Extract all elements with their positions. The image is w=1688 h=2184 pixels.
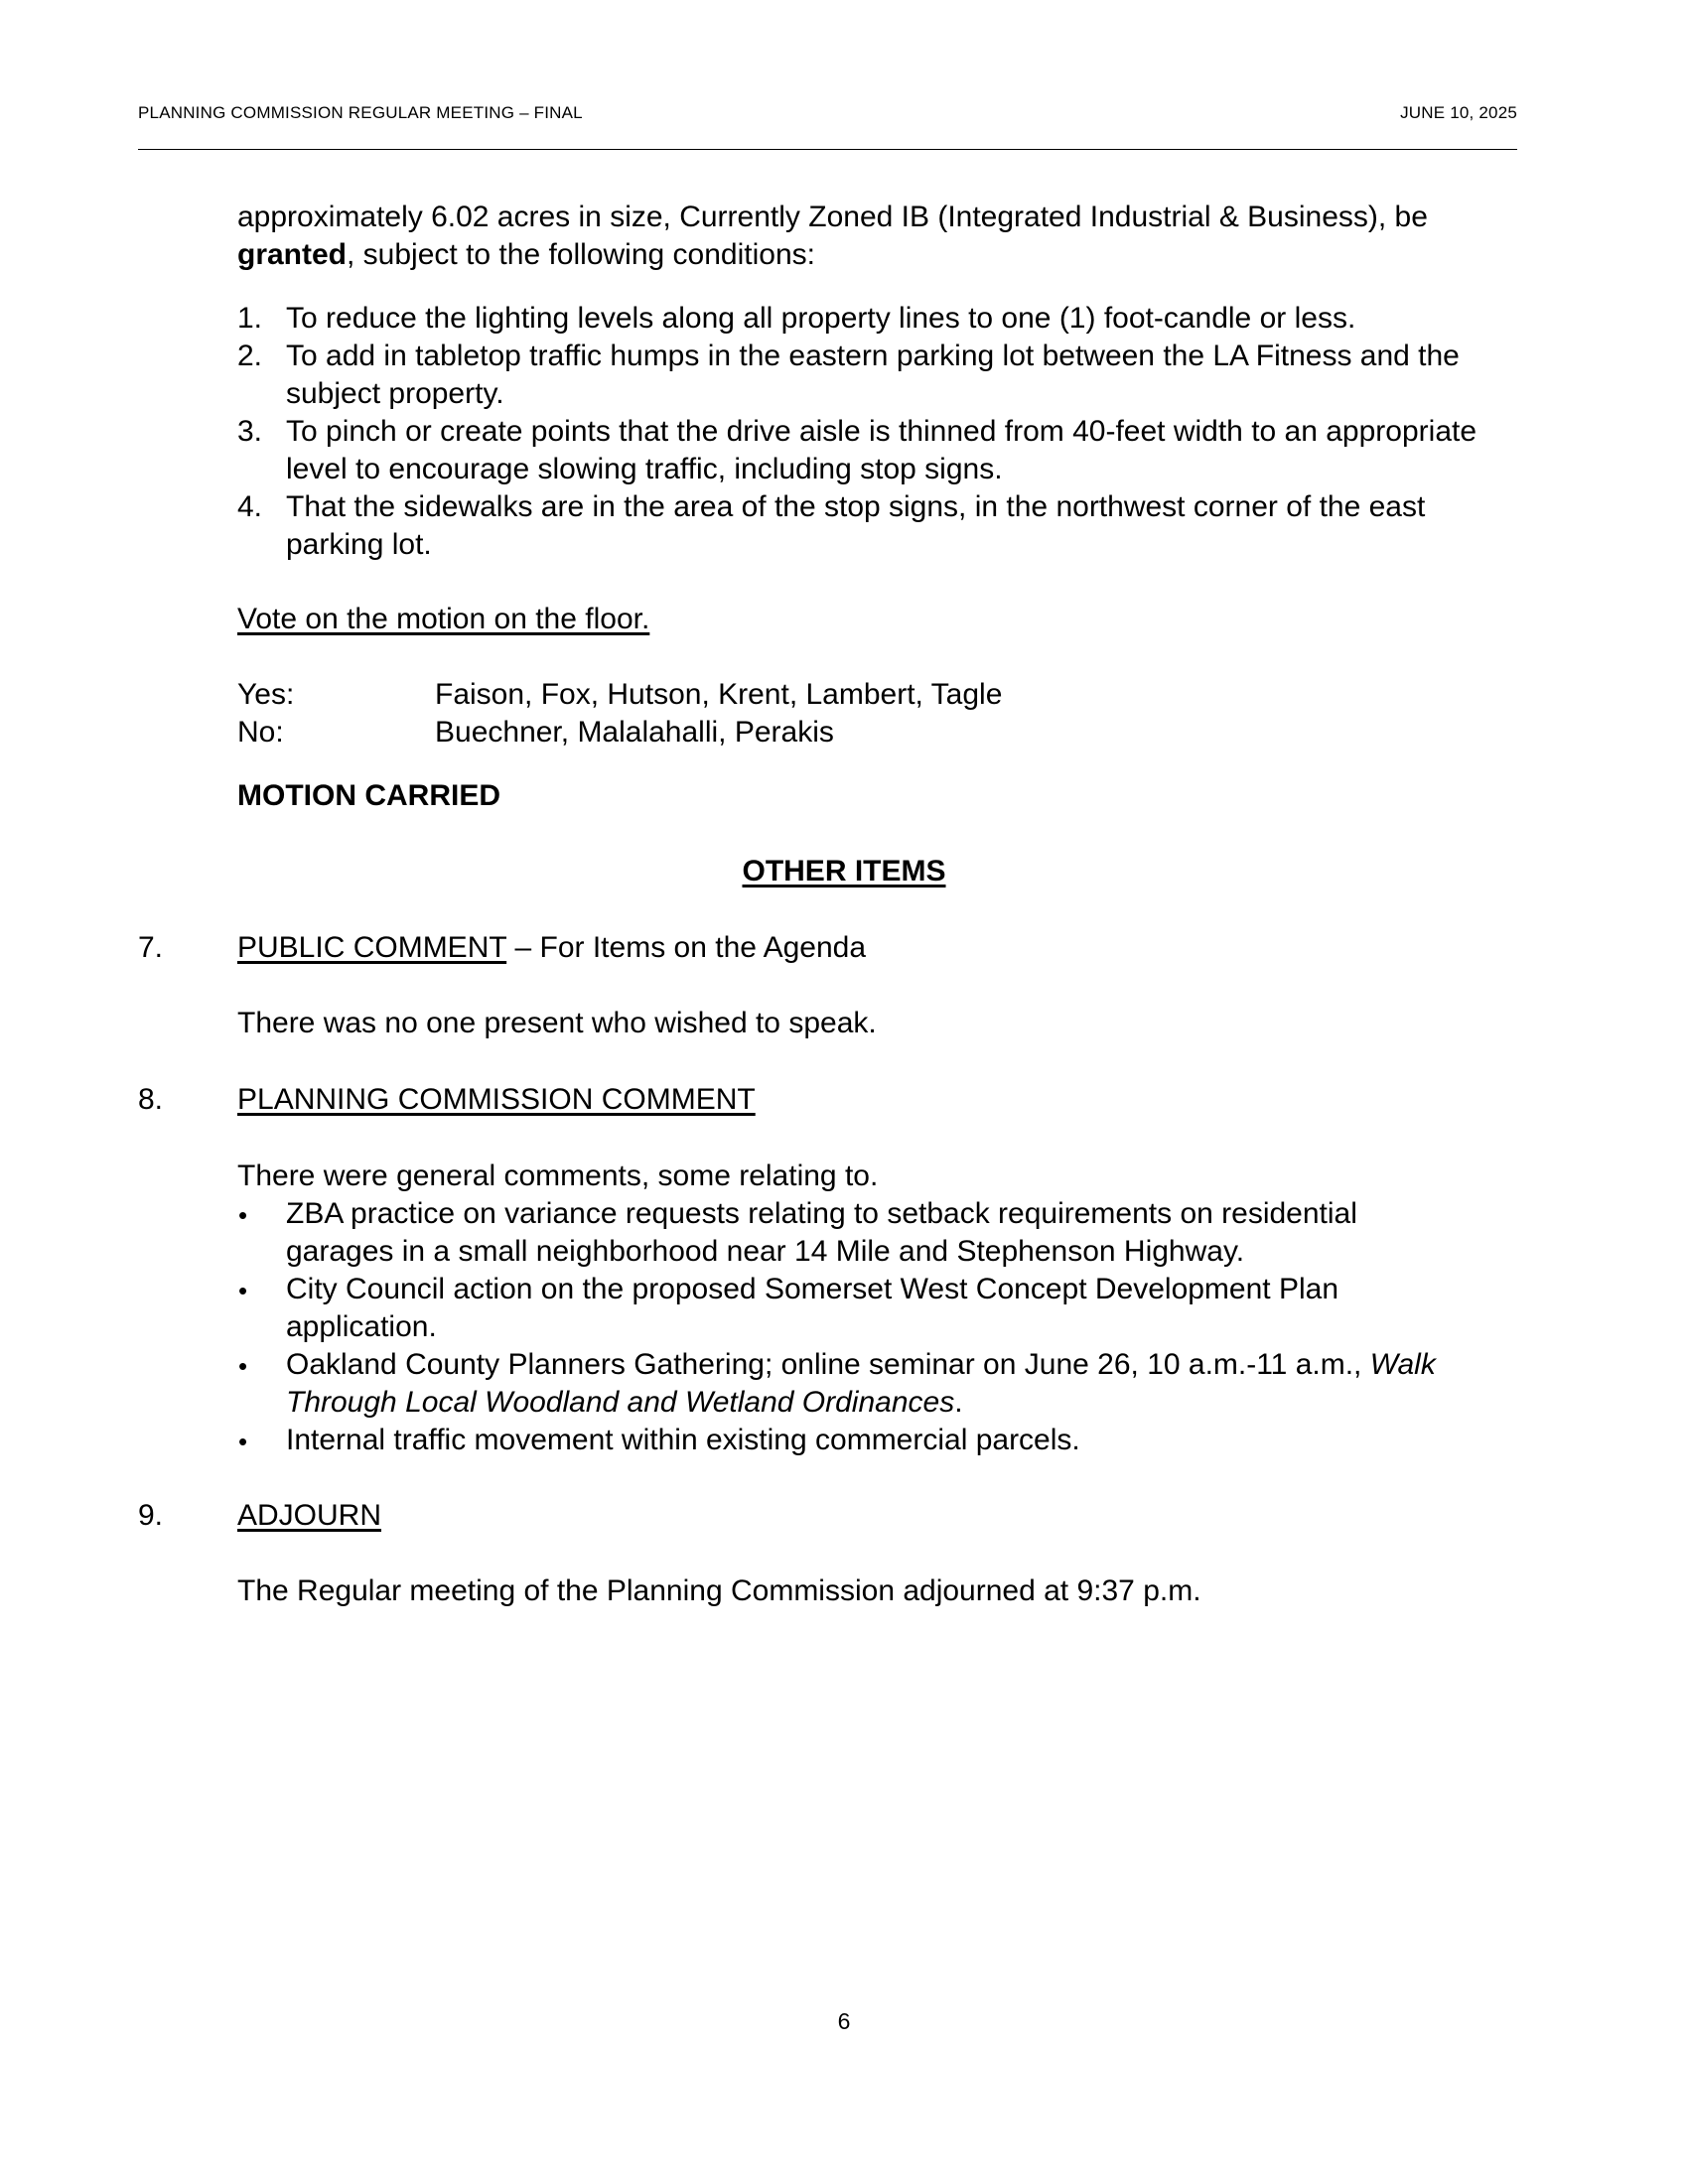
vote-no-names: Buechner, Malalahalli, Perakis — [435, 716, 834, 749]
public-comment-suffix: – For Items on the Agenda — [506, 931, 867, 964]
vote-no-label: No: — [237, 716, 284, 749]
intro-line-2-rest: , subject to the following conditions: — [347, 238, 815, 271]
commission-comment-title: PLANNING COMMISSION COMMENT — [237, 1083, 756, 1116]
intro-line-2 — [237, 236, 815, 274]
granted-text: granted — [237, 238, 348, 271]
bullet-marker: • — [238, 1351, 248, 1381]
condition-text: subject property. — [286, 377, 504, 410]
condition-text: That the sidewalks are in the area of the stop signs, in the northwest corner of the east — [286, 490, 1426, 523]
public-comment-title: PUBLIC COMMENT — [237, 931, 507, 964]
page-number: 6 — [837, 2008, 851, 2034]
motion-result: MOTION CARRIED — [237, 779, 500, 812]
bullet-text-part: Oakland County Planners Gathering; online seminar on June 26, 10 a.m.-11 a.m., — [286, 1348, 1370, 1381]
condition-number: 4. — [237, 490, 263, 523]
bullet-text — [286, 1384, 963, 1422]
condition-number: 1. — [237, 302, 263, 335]
section-heading: OTHER ITEMS — [742, 855, 946, 887]
bullet-text: application. — [286, 1310, 437, 1343]
bullet-marker: • — [238, 1276, 248, 1305]
commission-comment-intro: There were general comments, some relating to. — [237, 1160, 879, 1192]
adjourn-body: The Regular meeting of the Planning Commission adjourned at 9:37 p.m. — [237, 1574, 1201, 1607]
condition-text: To pinch or create points that the drive aisle is thinned from 40-feet width to an appropriate — [286, 415, 1477, 448]
intro-line-1: approximately 6.02 acres in size, Currently Zoned IB (Integrated Industrial & Business), be — [237, 201, 1428, 233]
bullet-marker: • — [238, 1200, 248, 1230]
bullet-text — [286, 1346, 1436, 1384]
public-comment-body: There was no one present who wished to speak. — [237, 1007, 877, 1039]
bullet-text: ZBA practice on variance requests relating to setback requirements on residential — [286, 1197, 1357, 1230]
bullet-text: City Council action on the proposed Somerset West Concept Development Plan — [286, 1273, 1339, 1305]
item-number: 9. — [138, 1499, 164, 1532]
vote-yes-label: Yes: — [237, 678, 295, 711]
vote-heading: Vote on the motion on the floor. — [237, 603, 650, 635]
bullet-text: Internal traffic movement within existing commercial parcels. — [286, 1424, 1080, 1456]
condition-number: 3. — [237, 415, 263, 448]
condition-number: 2. — [237, 340, 263, 372]
item-number: 7. — [138, 931, 164, 964]
header-title: PLANNING COMMISSION REGULAR MEETING – FINAL — [138, 103, 583, 122]
public-comment-heading — [237, 929, 866, 967]
condition-text: To reduce the lighting levels along all property lines to one (1) foot-candle or less. — [286, 302, 1356, 335]
condition-text: parking lot. — [286, 528, 432, 561]
seminar-title-part: Walk — [1369, 1348, 1436, 1381]
bullet-text: garages in a small neighborhood near 14 Mile and Stephenson Highway. — [286, 1235, 1245, 1268]
condition-text: To add in tabletop traffic humps in the eastern parking lot between the LA Fitness and the — [286, 340, 1460, 372]
seminar-title-part: Through Local Woodland and Wetland Ordinances — [286, 1386, 955, 1419]
adjourn-title: ADJOURN — [237, 1499, 382, 1532]
item-number: 8. — [138, 1083, 164, 1116]
vote-yes-names: Faison, Fox, Hutson, Krent, Lambert, Tagle — [435, 678, 1003, 711]
header-date: JUNE 10, 2025 — [1400, 103, 1517, 122]
header-rule — [138, 149, 1517, 150]
condition-text: level to encourage slowing traffic, including stop signs. — [286, 453, 1003, 485]
bullet-text-part: . — [954, 1386, 963, 1419]
bullet-marker: • — [238, 1427, 248, 1456]
